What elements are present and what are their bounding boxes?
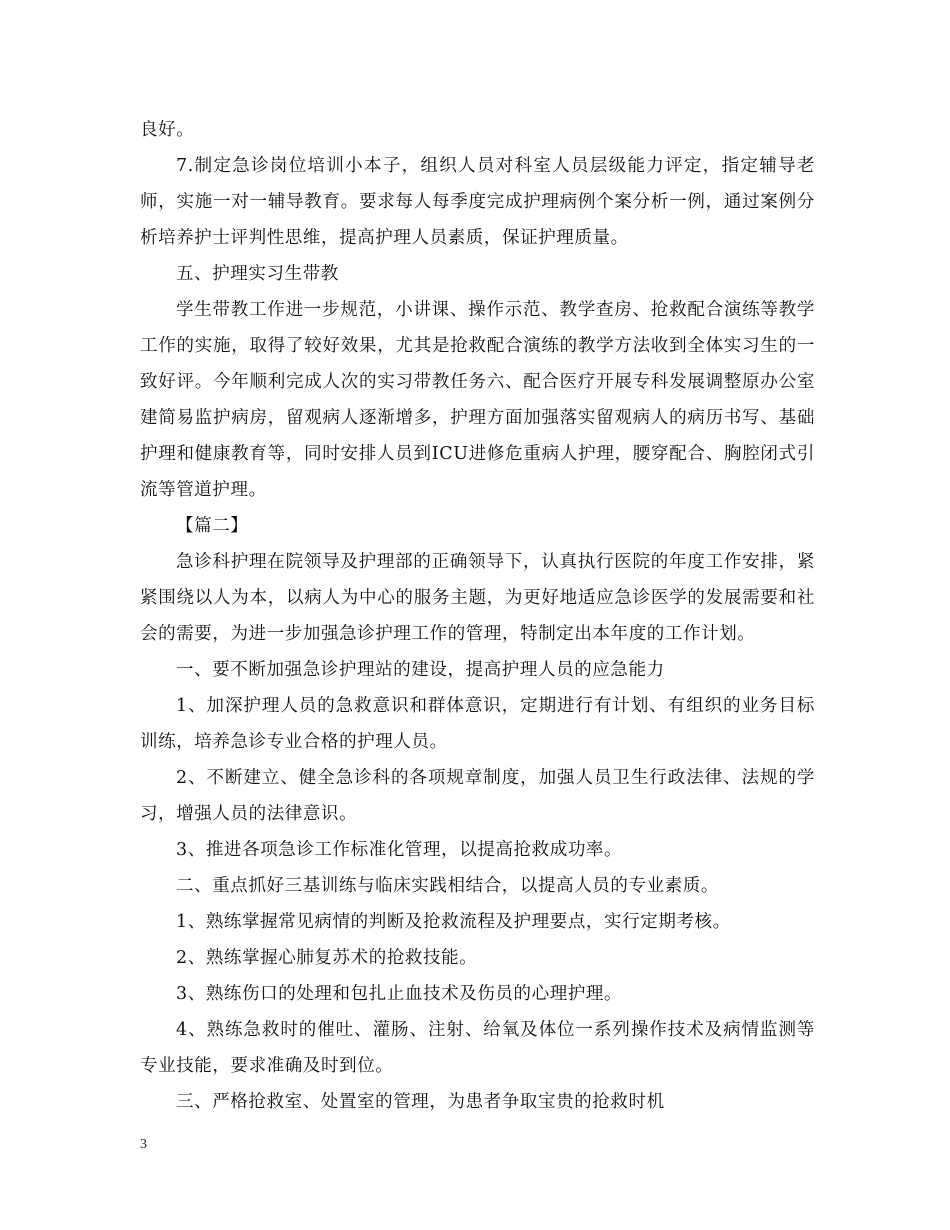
paragraph: 急诊科护理在院领导及护理部的正确领导下，认真执行医院的年度工作安排，紧紧围绕以人为本，以病人为中心的服务主题，为更好地适应急诊医学的发展需要和社会的需要，为进一步加强急诊护理工作的管理，特制定出本年度的工作计划。 [140,552,815,644]
list-item: 2、熟练掌握心肺复苏术的抢救技能。 [176,948,478,968]
section-heading: 一、要不断加强急诊护理站的建设，提高护理人员的应急能力 [176,660,665,680]
section-heading: 二、重点抓好三基训练与临床实践相结合，以提高人员的专业素质。 [176,876,719,896]
section-heading: 三、严格抢救室、处置室的管理，为患者争取宝贵的抢救时机 [176,1092,665,1112]
section-heading: 五、护理实习生带教 [176,264,339,284]
paragraph: 良好。 [140,120,195,140]
list-item: 3、熟练伤口的处理和包扎止血技术及伤员的心理护理。 [176,984,623,1004]
chapter-heading: 【篇二】 [176,516,249,536]
paragraph: 7.制定急诊岗位培训小本子，组织人员对科室人员层级能力评定，指定辅导老师，实施一对一辅导教育。要求每人每季度完成护理病例个案分析一例，通过案例分析培养护士评判性思维，提高护理人员素质，保证护理质量。 [140,156,815,248]
list-item: 1、熟练掌握常见病情的判断及抢救流程及护理要点，实行定期考核。 [176,912,731,932]
list-item: 1、加深护理人员的急救意识和群体意识，定期进行有计划、有组织的业务目标训练，培养急诊专业合格的护理人员。 [140,696,815,752]
list-item: 4、熟练急救时的催吐、灌肠、注射、给氧及体位一系列操作技术及病情监测等专业技能，要求准确及时到位。 [140,1020,815,1076]
list-item: 2、不断建立、健全急诊科的各项规章制度，加强人员卫生行政法律、法规的学习，增强人员的法律意识。 [140,768,815,824]
document-body [140,112,815,1120]
page-number: 3 [140,1137,147,1152]
paragraph: 学生带教工作进一步规范，小讲课、操作示范、教学查房、抢救配合演练等教学工作的实施，取得了较好效果，尤其是抢救配合演练的教学方法收到全体实习生的一致好评。今年顺利完成人次的实习带教任务六、配合医疗开展专科发展调整原办公室建简易监护病房，留观病人逐渐增多，护理方面加强落实留观病人的病历书写、基础护理和健康教育等，同时安排人员到ICU进修危重病人护理，腰穿配合、胸腔闭式引流等管道护理。 [140,300,815,500]
list-item: 3、推进各项急诊工作标准化管理，以提高抢救成功率。 [176,840,623,860]
